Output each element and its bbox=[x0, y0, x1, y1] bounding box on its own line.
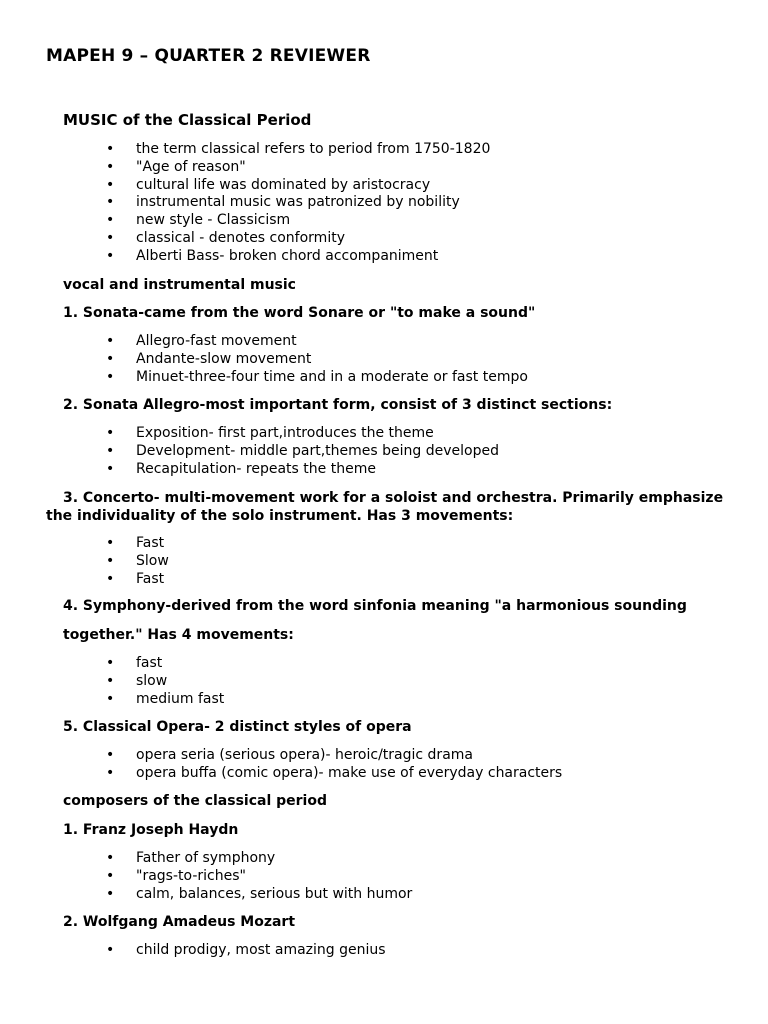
bullet-icon: • bbox=[106, 368, 115, 385]
list-item-text: Development- middle part,themes being developed bbox=[136, 442, 499, 459]
bullet-icon: • bbox=[106, 141, 115, 157]
list-item-text: cultural life was dominated by aristocracy bbox=[136, 176, 431, 193]
list-item-text: Andante-slow movement bbox=[136, 350, 312, 367]
composers-heading: composers of the classical period bbox=[63, 793, 327, 809]
list-item bbox=[0, 425, 499, 443]
list-item-text: Slow bbox=[136, 552, 169, 569]
list-item-text: opera buffa (comic opera)- make use of everyday characters bbox=[136, 764, 563, 781]
bullet-icon: • bbox=[106, 158, 115, 175]
sonata-allegro-heading: 2. Sonata Allegro-most important form, consist of 3 distinct sections: bbox=[63, 397, 613, 413]
bullet-icon: • bbox=[106, 570, 115, 587]
bullet-icon: • bbox=[106, 212, 115, 229]
list-item-text: Recapitulation- repeats the theme bbox=[136, 460, 376, 477]
list-item-text: Allegro-fast movement bbox=[136, 333, 297, 349]
list-item bbox=[0, 886, 412, 904]
document-title: MAPEH 9 – QUARTER 2 REVIEWER bbox=[46, 46, 371, 66]
bullet-icon: • bbox=[106, 655, 115, 671]
bullet-icon: • bbox=[106, 942, 115, 958]
list-item bbox=[0, 535, 169, 553]
symphony-list bbox=[0, 655, 224, 708]
vocal-instrumental-heading: vocal and instrumental music bbox=[63, 277, 296, 293]
opera-heading: 5. Classical Opera- 2 distinct styles of opera bbox=[63, 719, 412, 735]
list-item-text: Father of symphony bbox=[136, 850, 276, 866]
bullet-icon: • bbox=[106, 229, 115, 246]
list-item-text: slow bbox=[136, 672, 168, 689]
list-item bbox=[0, 673, 224, 691]
list-item bbox=[0, 765, 562, 783]
list-item bbox=[0, 212, 490, 230]
bullet-icon: • bbox=[106, 850, 115, 866]
opera-list bbox=[0, 747, 562, 783]
symphony-heading: 4. Symphony-derived from the word sinfonia meaning "a harmonious sounding bbox=[63, 598, 687, 614]
list-item-text: Alberti Bass- broken chord accompaniment bbox=[136, 247, 439, 264]
intro-list bbox=[0, 141, 490, 266]
concerto-list bbox=[0, 535, 169, 588]
mozart-list bbox=[0, 942, 386, 960]
list-item-text: "rags-to-riches" bbox=[136, 867, 246, 884]
list-item bbox=[0, 942, 386, 960]
bullet-icon: • bbox=[106, 460, 115, 477]
list-item-text: Minuet-three-four time and in a moderate or fast tempo bbox=[136, 368, 528, 385]
list-item bbox=[0, 443, 499, 461]
sonata-heading: 1. Sonata-came from the word Sonare or "to make a sound" bbox=[63, 305, 536, 321]
bullet-icon: • bbox=[106, 764, 115, 781]
list-item-text: child prodigy, most amazing genius bbox=[136, 942, 386, 958]
list-item bbox=[0, 230, 490, 248]
haydn-list bbox=[0, 850, 412, 903]
list-item bbox=[0, 747, 562, 765]
list-item-text: calm, balances, serious but with humor bbox=[136, 885, 413, 902]
list-item-text: Fast bbox=[136, 535, 165, 551]
haydn-heading: 1. Franz Joseph Haydn bbox=[63, 822, 239, 838]
list-item-text: Exposition- first part,introduces the theme bbox=[136, 425, 434, 441]
mozart-heading: 2. Wolfgang Amadeus Mozart bbox=[63, 914, 296, 930]
sonata-allegro-list bbox=[0, 425, 499, 478]
list-item bbox=[0, 141, 490, 159]
list-item bbox=[0, 655, 224, 673]
concerto-heading: 3. Concerto- multi-movement work for a soloist and orchestra. Primarily emphasize the individuality of the solo instrument. Has 3 movements: bbox=[46, 490, 724, 524]
symphony-heading-continued: together." Has 4 movements: bbox=[63, 627, 294, 643]
list-item bbox=[0, 248, 490, 266]
bullet-icon: • bbox=[106, 350, 115, 367]
bullet-icon: • bbox=[106, 176, 115, 193]
bullet-icon: • bbox=[106, 867, 115, 884]
list-item bbox=[0, 159, 490, 177]
bullet-icon: • bbox=[106, 672, 115, 689]
list-item-text: Fast bbox=[136, 570, 165, 587]
bullet-icon: • bbox=[106, 552, 115, 569]
list-item bbox=[0, 571, 169, 589]
list-item-text: fast bbox=[136, 655, 163, 671]
bullet-icon: • bbox=[106, 425, 115, 441]
bullet-icon: • bbox=[106, 747, 115, 763]
list-item-text: instrumental music was patronized by nobility bbox=[136, 194, 460, 211]
list-item-text: opera seria (serious opera)- heroic/tragic drama bbox=[136, 747, 473, 763]
list-item-text: medium fast bbox=[136, 690, 225, 707]
list-item bbox=[0, 553, 169, 571]
bullet-icon: • bbox=[106, 333, 115, 349]
list-item bbox=[0, 369, 528, 387]
bullet-icon: • bbox=[106, 442, 115, 459]
bullet-icon: • bbox=[106, 690, 115, 707]
bullet-icon: • bbox=[106, 535, 115, 551]
list-item bbox=[0, 868, 412, 886]
bullet-icon: • bbox=[106, 194, 115, 211]
list-item bbox=[0, 461, 499, 479]
list-item-text: "Age of reason" bbox=[136, 158, 246, 175]
list-item bbox=[0, 351, 528, 369]
list-item bbox=[0, 333, 528, 351]
section-title: MUSIC of the Classical Period bbox=[63, 111, 312, 129]
sonata-list bbox=[0, 333, 528, 386]
bullet-icon: • bbox=[106, 885, 115, 902]
list-item-text: classical - denotes conformity bbox=[136, 229, 345, 246]
list-item bbox=[0, 850, 412, 868]
list-item bbox=[0, 691, 224, 709]
list-item-text: the term classical refers to period from 1750-1820 bbox=[136, 141, 491, 157]
bullet-icon: • bbox=[106, 247, 115, 264]
list-item-text: new style - Classicism bbox=[136, 212, 291, 229]
list-item bbox=[0, 194, 490, 212]
list-item bbox=[0, 177, 490, 195]
